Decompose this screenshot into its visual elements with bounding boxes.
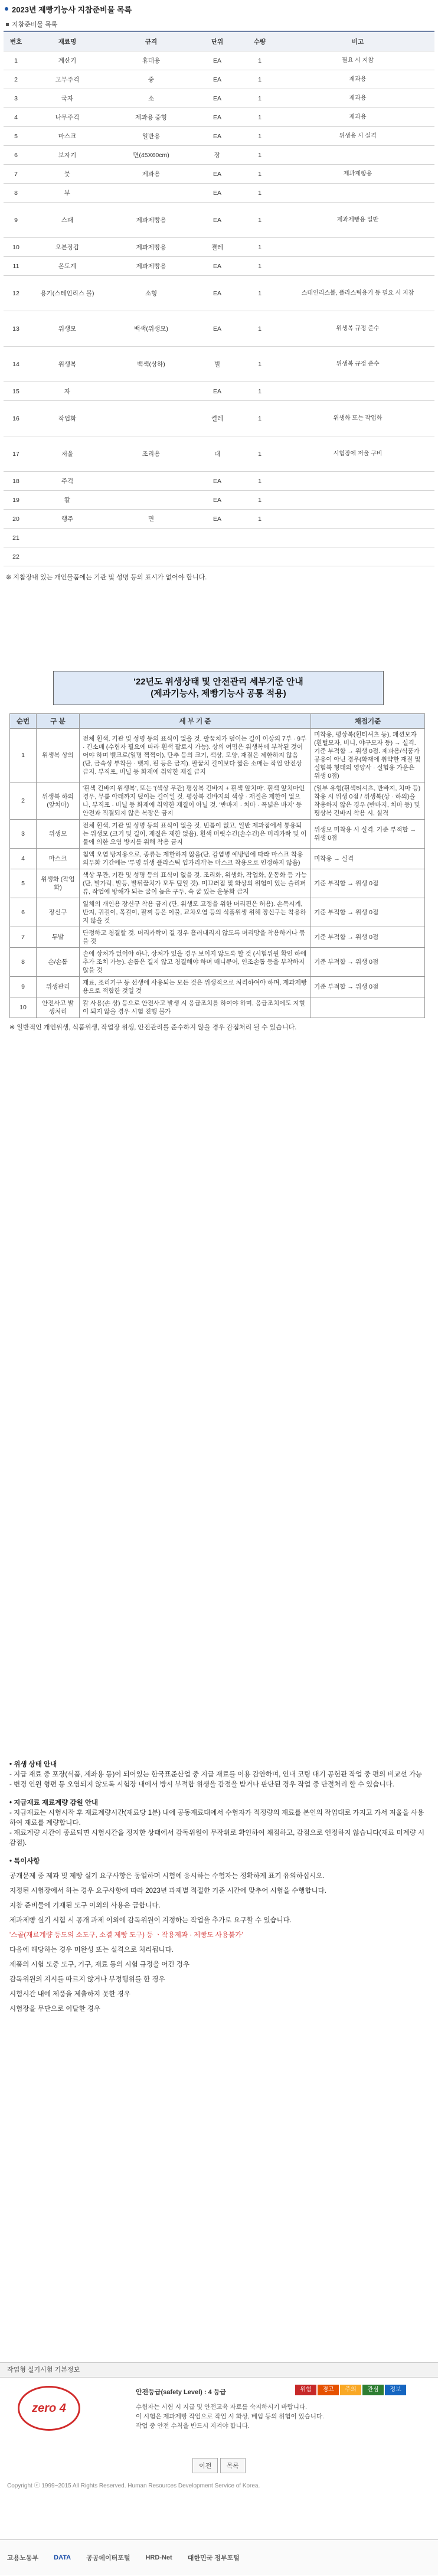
material-cell: 1: [238, 127, 281, 146]
notes-s3-item: 제품의 시험 도중 도구, 기구, 재료 등의 시험 규정을 어긴 경우: [9, 1961, 189, 1968]
material-row: [4, 70, 434, 89]
material-cell: 17: [4, 436, 28, 472]
material-cell: 제과용: [281, 108, 434, 127]
guide-cell-detail: '흰색 긴바지 위생복', 또는 '(색상 무관) 평상복 긴바지 + 흰색 앞치마'. 흰색 앞치마인 경우, 무릎 아래까지 덮이는 길이일 것. 평상복 긴바지의 색상 · 재질은 제한이 없으나, 부직포 · 비닐 등 화재에 취약한 재질이 아닐 것. '반바지 · 치마 · 폭넓은 바지' 등 안전과 직결되지 않은 복장은 금지: [80, 782, 311, 820]
material-cell: 8: [4, 184, 28, 203]
guide-cell-detail: 단정하고 청결할 것. 머리카락이 길 경우 흘러내리지 않도록 머리망을 착용하거나 묶을 것: [80, 927, 311, 948]
material-cell: 14: [4, 347, 28, 382]
material-cell: [106, 491, 196, 510]
info-line: 수험자는 시험 시 지급 및 안전교육 자료를 숙지하시기 바랍니다.: [136, 2404, 307, 2411]
material-cell: EA: [196, 510, 238, 529]
material-cell: [281, 491, 434, 510]
guide-cell-score: 미착용 → 실격: [311, 849, 425, 869]
material-row: [4, 547, 434, 566]
notes-s2-title: • 지급재료 재료계량 감원 안내: [9, 1799, 99, 1807]
guide-row: [10, 782, 425, 820]
material-cell: 조리용: [106, 436, 196, 472]
material-row: [4, 491, 434, 510]
material-cell: [106, 401, 196, 436]
material-cell: 20: [4, 510, 28, 529]
level-scale: [295, 2385, 407, 2395]
material-cell: 7: [4, 165, 28, 184]
material-cell: 행주: [28, 510, 106, 529]
notes-s2-body: - 지급재료는 시험시작 후 재료계량시간(재료당 1분) 내에 공동재료대에서 수험자가 적정량의 재료를 본인의 작업대로 가지고 가서 저울을 사용하여 재료를 계량합니다.: [9, 1809, 424, 1827]
section-subtitle: [0, 18, 438, 31]
material-row: [4, 146, 434, 165]
page-title-bar: [0, 0, 438, 18]
col-header: 단위: [196, 31, 238, 51]
material-cell: [28, 529, 106, 547]
footer-org-link[interactable]: DATA: [54, 2554, 71, 2561]
material-cell: 6: [4, 146, 28, 165]
bullet-icon: [5, 7, 8, 11]
guide-table-wrap: [9, 713, 425, 1032]
guide-cell-cat: 위생복 하의 (앞치마): [37, 782, 80, 820]
material-cell: 작업화: [28, 401, 106, 436]
material-cell: 1: [238, 146, 281, 165]
material-cell: 용기(스테인리스 볼): [28, 276, 106, 311]
material-cell: 1: [238, 436, 281, 472]
col-header: 채점기준: [311, 714, 425, 729]
notes-s1-title: • 위생 상태 안내: [9, 1761, 57, 1768]
material-row: [4, 127, 434, 146]
guide-row: [10, 849, 425, 869]
material-row: [4, 165, 434, 184]
guide-table: [9, 713, 425, 1018]
material-cell: [106, 184, 196, 203]
material-cell: 제과제빵용: [106, 257, 196, 276]
material-row: [4, 203, 434, 238]
subtitle-text: 지참준비물 목록: [12, 21, 58, 28]
notes-s1-body: - 지급 재료 중 포장(식품, 계좌용 등)이 되어있는 한국표준산업 중 지급 재료를 이용 감안하며, 인내 코팅 대기 공헌관 작업 중 편의 비교선 가능: [9, 1771, 423, 1778]
material-cell: EA: [196, 491, 238, 510]
material-cell: EA: [196, 257, 238, 276]
square-bullet-icon: [6, 23, 9, 26]
guide-cell-score: (일부 유형(흰색티셔츠, 반바지, 치마 등) 착용 시 위생 0점 / 위생복(상 · 하의)을 착용하지 않은 경우 (반바지, 치마 등) 및 평상복 긴바지 착용 시, 실격: [311, 782, 425, 820]
guide-cell-no: 9: [10, 977, 37, 997]
material-cell: EA: [196, 276, 238, 311]
material-cell: EA: [196, 127, 238, 146]
notes-s2-body2: - 재료계량 시간이 종료되면 시험시간을 정지한 상태에서 감독위원이 무작위로 확인하여 채점하고, 감점으로 인정하지 않습니다(재료 미계량 시 감점).: [9, 1830, 425, 1847]
guide-cell-score: 위생모 미착용 시 실격. 기준 부적합 → 위생 0점: [311, 820, 425, 849]
guide-cell-score: [311, 997, 425, 1018]
notes-s3-title: • 특이사항: [9, 1858, 40, 1865]
material-row: [4, 257, 434, 276]
guide-cell-cat: 위생화 (작업화): [37, 869, 80, 898]
material-cell: EA: [196, 184, 238, 203]
material-cell: 1: [4, 51, 28, 70]
material-cell: [106, 472, 196, 491]
guide-row: [10, 869, 425, 898]
page-title: 2023년 제빵기능사 지참준비물 목록: [12, 5, 132, 14]
guide-cell-no: 1: [10, 729, 37, 782]
material-row: [4, 436, 434, 472]
guide-cell-detail: 손에 상처가 없어야 하나, 상처가 있을 경우 보이지 않도록 할 것 (시험위원 확인 하에 추가 조치 가능). 손톱은 길지 않고 청결해야 하며 매니큐어, 인조손톱 등을 부착하지 않을 것: [80, 948, 311, 977]
material-row: [4, 238, 434, 257]
col-header: 비고: [281, 31, 434, 51]
material-cell: 계산기: [28, 51, 106, 70]
guide-cell-score: 기준 부적합 → 위생 0점: [311, 977, 425, 997]
material-cell: 2: [4, 70, 28, 89]
material-cell: 11: [4, 257, 28, 276]
material-cell: 1: [238, 382, 281, 401]
material-cell: [106, 547, 196, 566]
material-cell: EA: [196, 382, 238, 401]
material-cell: 국자: [28, 89, 106, 108]
material-cell: 시험장에 저울 구비: [281, 436, 434, 472]
material-row: [4, 510, 434, 529]
material-cell: [281, 529, 434, 547]
guide-cell-cat: 위생관리: [37, 977, 80, 997]
level-chip: 경고: [318, 2385, 339, 2395]
material-cell: 보자기: [28, 146, 106, 165]
footer-org-link[interactable]: HRD-Net: [145, 2554, 172, 2561]
material-cell: [106, 382, 196, 401]
material-cell: 10: [4, 238, 28, 257]
guide-cell-score: 기준 부적합 → 위생 0점: [311, 869, 425, 898]
material-cell: 1: [238, 276, 281, 311]
material-cell: 5: [4, 127, 28, 146]
guide-row: [10, 898, 425, 927]
col-header: 구 분: [37, 714, 80, 729]
guide-row: [10, 948, 425, 977]
material-cell: 저울: [28, 436, 106, 472]
material-cell: [281, 382, 434, 401]
safety-level: 안전등급(safety Level) : 4 등급: [136, 2389, 227, 2396]
materials-body: [4, 51, 434, 566]
notes-s3-list: [9, 1871, 429, 2014]
material-cell: [238, 547, 281, 566]
material-cell: 1: [238, 401, 281, 436]
col-header: 재료명: [28, 31, 106, 51]
col-header: 세 부 기 준: [80, 714, 311, 729]
material-cell: 위생복: [28, 347, 106, 382]
footer: [0, 2539, 438, 2575]
guide-cell-detail: 침액 오염 방지용으로, 종류는 제한하지 않음(단, 감염병 예방법에 따라 마스크 착용 의무화 기간에는 '투명 위생 플라스틱 입가리개'는 마스크 착용으로 인정하지 않음): [80, 849, 311, 869]
notes-s3-item: '스골(재료계량 등도의 소도구, 소결 제빵 도구) 등 ㆍ작용제과 · 제빵도 사용불가': [9, 1932, 243, 1939]
material-cell: 켤레: [196, 401, 238, 436]
material-cell: 1: [238, 311, 281, 347]
guide-body: [10, 729, 425, 1018]
material-cell: EA: [196, 89, 238, 108]
bottom-info: [0, 2362, 438, 2489]
info-line: 작업 중 안전 수칙을 반드시 지켜야 합니다.: [136, 2422, 250, 2430]
material-cell: 3: [4, 89, 28, 108]
material-cell: 위생복 규정 준수: [281, 311, 434, 347]
material-cell: 오븐장갑: [28, 238, 106, 257]
guide-row: [10, 997, 425, 1018]
material-cell: 벌: [196, 347, 238, 382]
material-cell: 1: [238, 108, 281, 127]
guide-cell-score: 미착용, 평상복(흰티셔츠 등), 패션모자(흰털모자, 비니, 야구모자 등) → 실격. 기준 부적합 → 위생 0점. 제과용/식품가공용이 아닌 경우(화재에 취약한 재질 및 실험복 형태의 영양사 · 실험용 가운은 위생 0점): [311, 729, 425, 782]
material-cell: [281, 146, 434, 165]
material-cell: 16: [4, 401, 28, 436]
notes-s3-item: 감독위원의 지시를 따르지 않거나 부정행위를 한 경우: [9, 1976, 165, 1983]
col-header: 순번: [10, 714, 37, 729]
material-cell: [196, 529, 238, 547]
material-cell: 자: [28, 382, 106, 401]
material-cell: [281, 238, 434, 257]
material-cell: 백색(상하): [106, 347, 196, 382]
material-cell: 1: [238, 165, 281, 184]
level-chip: 주의: [340, 2385, 361, 2395]
material-cell: 필요 시 지참: [281, 51, 434, 70]
material-cell: 21: [4, 529, 28, 547]
material-cell: 1: [238, 257, 281, 276]
col-header: 규격: [106, 31, 196, 51]
guide-cell-no: 5: [10, 869, 37, 898]
guide-cell-cat: 위생모: [37, 820, 80, 849]
material-cell: 일반용: [106, 127, 196, 146]
copyright: Copyright ⓒ 1999~2015 All Rights Reserved. Human Resources Development Service of Korea.: [7, 2483, 260, 2489]
material-cell: 장: [196, 146, 238, 165]
material-cell: 1: [238, 89, 281, 108]
guide-cell-cat: 장신구: [37, 898, 80, 927]
guide-row: [10, 729, 425, 782]
prev-button[interactable]: 이전: [192, 2458, 218, 2473]
guide-cell-score: 기준 부적합 → 위생 0점: [311, 948, 425, 977]
material-cell: 제과제빵용 일반: [281, 203, 434, 238]
guide-cell-detail: 칼 사용(손 상) 등으로 안전사고 발생 시 응급조치를 하여야 하며, 응급조치에도 지혈이 되지 않을 경우 시험 진행 불가: [80, 997, 311, 1018]
guide-title-line2: (제과기능사, 제빵기능사 공통 적용): [151, 689, 286, 699]
level-chip: 위험: [295, 2385, 316, 2395]
material-cell: 제과제빵용: [281, 165, 434, 184]
notes-section: [9, 1760, 429, 2014]
materials-header-row: [4, 31, 434, 51]
guide-cell-detail: 색상 무관, 기관 및 성명 등의 표식이 없을 것. 조리화, 위생화, 작업화, 운동화 등 가능(단, 발가락, 발등, 발뒤꿈치가 모두 덮일 것). 미끄러짐 및 화상의 위험이 있는 슬리퍼류, 작업에 방해가 되는 굽이 높은 구두, 속 굽 있는 운동화 금지: [80, 869, 311, 898]
material-cell: 22: [4, 547, 28, 566]
guide-cell-no: 2: [10, 782, 37, 820]
guide-cell-cat: 안전사고 발생처리: [37, 997, 80, 1018]
material-cell: EA: [196, 203, 238, 238]
guide-cell-score: 기준 부적합 → 위생 0점: [311, 898, 425, 927]
material-cell: 1: [238, 347, 281, 382]
material-cell: [281, 257, 434, 276]
info-line: 이 시험은 제과제빵 작업으로 작업 시 화상, 베임 등의 위험이 있습니다.: [136, 2413, 325, 2420]
material-cell: 나무주걱: [28, 108, 106, 127]
material-cell: 1: [238, 238, 281, 257]
material-cell: 제과용: [281, 89, 434, 108]
material-row: [4, 311, 434, 347]
material-cell: [196, 547, 238, 566]
col-header: 번호: [4, 31, 28, 51]
material-cell: 9: [4, 203, 28, 238]
material-cell: 소형: [106, 276, 196, 311]
material-cell: [238, 529, 281, 547]
material-cell: 스테인리스볼, 플라스틱용기 등 필요 시 지참: [281, 276, 434, 311]
guide-title: [53, 671, 384, 705]
material-cell: EA: [196, 51, 238, 70]
footer-org-link[interactable]: 대한민국 정부포털: [187, 2555, 240, 2562]
info-lines: [136, 2402, 419, 2431]
material-cell: 소: [106, 89, 196, 108]
material-cell: 면(45X60cm): [106, 146, 196, 165]
level-chip: 관심: [362, 2385, 384, 2395]
material-cell: 위생모: [28, 311, 106, 347]
material-row: [4, 184, 434, 203]
notes-s3-item: 지참 준비물에 기재된 도구 이외의 사용은 금합니다.: [9, 1902, 161, 1909]
material-cell: 붓: [28, 165, 106, 184]
footer-org-link[interactable]: 공공데이터포털: [86, 2555, 130, 2562]
guide-cell-no: 4: [10, 849, 37, 869]
material-cell: 중: [106, 70, 196, 89]
material-cell: 위생복 규정 준수: [281, 347, 434, 382]
material-row: [4, 401, 434, 436]
material-cell: 1: [238, 472, 281, 491]
material-cell: 제과용 중형: [106, 108, 196, 127]
material-cell: EA: [196, 108, 238, 127]
material-cell: 마스크: [28, 127, 106, 146]
guide-cell-no: 10: [10, 997, 37, 1018]
guide-row: [10, 927, 425, 948]
material-cell: 대: [196, 436, 238, 472]
material-cell: [281, 510, 434, 529]
materials-table: [4, 31, 434, 566]
zero-badge: zero 4: [18, 2386, 80, 2431]
material-row: [4, 89, 434, 108]
material-cell: 휴대용: [106, 51, 196, 70]
material-row: [4, 276, 434, 311]
material-cell: 1: [238, 70, 281, 89]
notes-s3-item: 제과제빵 실기 시험 시 공개 과제 이외에 감독위원이 지정하는 작업을 추가로 요구할 수 있습니다.: [9, 1917, 292, 1924]
materials-note: ※ 지참장내 있는 개인물품에는 기관 및 성명 등의 표시가 없어야 합니다.: [6, 574, 207, 581]
material-cell: 18: [4, 472, 28, 491]
material-cell: [281, 472, 434, 491]
material-row: [4, 347, 434, 382]
material-cell: 온도계: [28, 257, 106, 276]
material-cell: 스패: [28, 203, 106, 238]
guide-cell-detail: 전체 흰색, 기관 및 성명 등의 표식이 없을 것. 팔꿈치가 덮이는 길이 이상의 7부 · 9부 · 긴소매 (수험자 필요에 따라 흰색 팔토시 가능). 상의 여밈은 위생복에 부착된 것이어야 하며 벨크로(일명 찍찍이), 단추 등의 크기, 색상, 모양, 재질은 제한하지 않음(단, 금속성 부착물 · 뱃지, 핀 등은 금지). 팔꿈치 길이보다 짧은 소매는 작업 안전상 금지. 부직포, 비닐 등 화재에 취약한 재질 금지: [80, 729, 311, 782]
level-chip: 정보: [385, 2385, 406, 2395]
material-cell: 15: [4, 382, 28, 401]
material-cell: 12: [4, 276, 28, 311]
material-cell: [281, 547, 434, 566]
material-cell: 백색(위생모): [106, 311, 196, 347]
material-cell: 1: [238, 184, 281, 203]
material-cell: 1: [238, 51, 281, 70]
material-cell: 부: [28, 184, 106, 203]
notes-s3-item: 다음에 해당하는 경우 미완성 또는 실격으로 처리됩니다.: [9, 1946, 174, 1954]
material-cell: 13: [4, 311, 28, 347]
guide-cell-detail: 일체의 개인용 장신구 착용 금지 (단, 위생모 고정을 위한 머리핀은 허용). 손목시계, 반지, 귀걸이, 목걸이, 팔찌 등은 이물, 교차오염 등의 식품위생 위해 장신구는 착용하지 않을 것: [80, 898, 311, 927]
guide-cell-cat: 위생복 상의: [37, 729, 80, 782]
guide-row: [10, 977, 425, 997]
material-row: [4, 51, 434, 70]
material-cell: 주걱: [28, 472, 106, 491]
guide-cell-detail: 재료, 조리기구 등 선생에 사용되는 모든 것은 위생적으로 처리하여야 하며, 제과제빵용으로 적합한 것일 것: [80, 977, 311, 997]
guide-cell-detail: 전체 흰색, 기관 및 성명 등의 표식이 없을 것. 빈틈이 없고, 일반 제과점에서 통용되는 위생모 (크기 및 길이, 재질은 제한 없음). 흰색 머릿수건(손수건)은 머리카락 및 이물에 의한 오염 방지를 위해 착용 금지: [80, 820, 311, 849]
material-cell: 제과제빵용: [106, 238, 196, 257]
material-cell: 19: [4, 491, 28, 510]
material-cell: EA: [196, 472, 238, 491]
material-cell: [28, 547, 106, 566]
material-cell: 제과용: [106, 165, 196, 184]
guide-cell-no: 8: [10, 948, 37, 977]
notes-s3-item: 공개문제 중 제과 및 제빵 실기 요구사항은 동일하며 시험에 응시하는 수험자는 정확하게 표기 유의하십시오.: [9, 1873, 325, 1880]
material-cell: 제과용: [281, 70, 434, 89]
guide-note: ※ 일반적인 개인위생, 식품위생, 작업장 위생, 안전관리를 준수하지 않을 경우 감점처리 될 수 있습니다.: [9, 1024, 297, 1031]
notes-s1-body2: - 변경 인원 형편 등 오염되지 않도록 시험장 내에서 방시 부적합 위생을 감점을 받거나 판단된 경우 작업 중 단절처리 할 수 있습니다.: [9, 1781, 394, 1788]
material-cell: 칼: [28, 491, 106, 510]
material-cell: 1: [238, 491, 281, 510]
guide-cell-cat: 손/손톱: [37, 948, 80, 977]
list-button[interactable]: 목록: [220, 2458, 246, 2473]
notes-s3-item: 시험시간 내에 제품을 제출하지 못한 경우: [9, 1991, 130, 1998]
material-cell: 위생화 또는 작업화: [281, 401, 434, 436]
material-cell: EA: [196, 70, 238, 89]
material-cell: 1: [238, 203, 281, 238]
material-row: [4, 108, 434, 127]
notes-s3-item: 시험장을 무단으로 이탈한 경우: [9, 2006, 101, 2013]
footer-org-link[interactable]: 고용노동부: [7, 2555, 39, 2562]
material-cell: 4: [4, 108, 28, 127]
material-cell: 1: [238, 510, 281, 529]
material-cell: EA: [196, 311, 238, 347]
guide-header-row: [10, 714, 425, 729]
guide-title-line1: '22년도 위생상태 및 안전관리 세부기준 안내: [133, 677, 303, 687]
col-header: 수량: [238, 31, 281, 51]
notes-s3-item: 지정된 시험장에서 하는 경우 요구사항에 따라 2023년 과제별 적절한 기준 시간에 맞추어 시험을 수행합니다.: [9, 1887, 326, 1894]
material-cell: 제과제빵용: [106, 203, 196, 238]
guide-cell-no: 6: [10, 898, 37, 927]
guide-cell-score: 기준 부적합 → 위생 0점: [311, 927, 425, 948]
guide-cell-cat: 두발: [37, 927, 80, 948]
material-cell: 면: [106, 510, 196, 529]
material-cell: [106, 529, 196, 547]
page: [0, 0, 438, 582]
material-cell: EA: [196, 165, 238, 184]
material-cell: [281, 184, 434, 203]
guide-cell-no: 3: [10, 820, 37, 849]
material-row: [4, 382, 434, 401]
material-cell: 고무주걱: [28, 70, 106, 89]
material-row: [4, 472, 434, 491]
guide-cell-no: 7: [10, 927, 37, 948]
material-cell: 켤레: [196, 238, 238, 257]
material-cell: 위생용 시 실격: [281, 127, 434, 146]
guide-cell-cat: 마스크: [37, 849, 80, 869]
guide-row: [10, 820, 425, 849]
bottom-heading: 작업형 실기시험 기본정보: [0, 2362, 438, 2378]
material-row: [4, 529, 434, 547]
